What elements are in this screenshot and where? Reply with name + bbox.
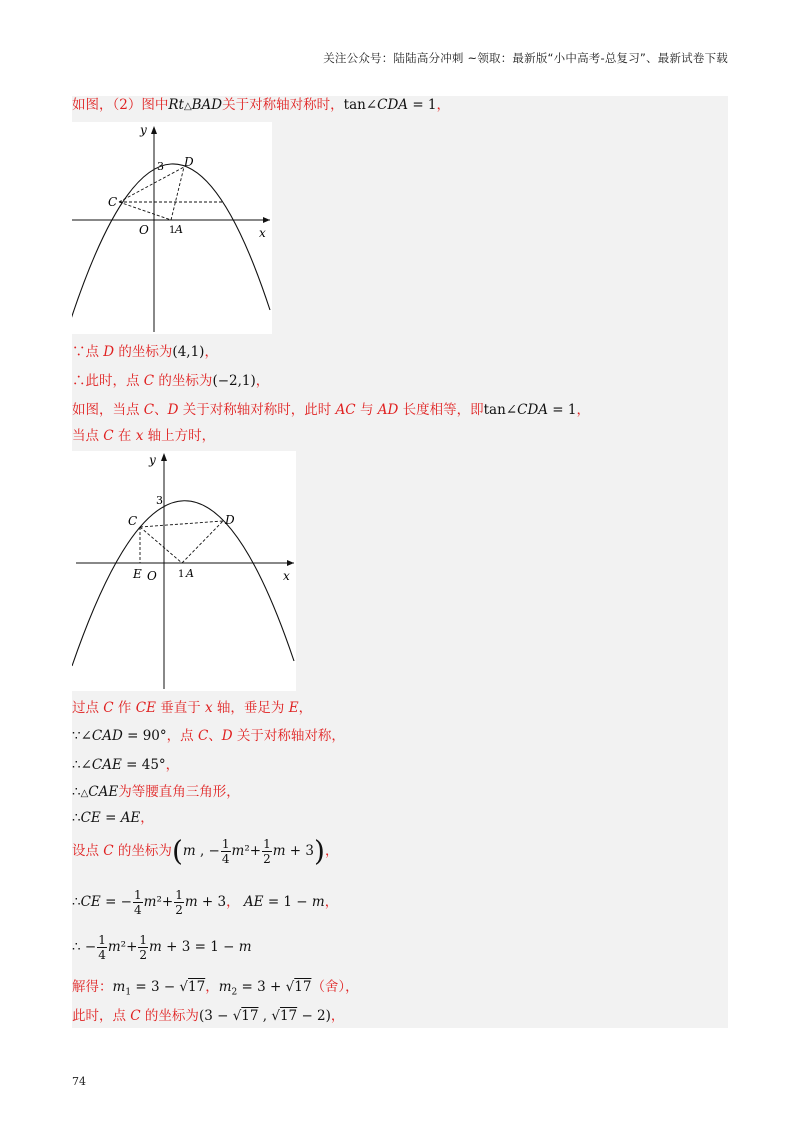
label-A: A: [186, 567, 194, 580]
solution-line-7: ∵∠CAD = 90°，点 C、D 关于对称轴对称，: [72, 728, 345, 744]
label-D: D: [225, 513, 235, 527]
solution-line-15: 此时，点 C 的坐标为(3 − √17 , √17 − 2)，: [72, 1008, 345, 1024]
parabola-curve: [72, 164, 270, 322]
solution-line-9: ∴△CAE为等腰直角三角形，: [72, 784, 240, 800]
solution-line-8: ∴∠CAE = 45°，: [72, 757, 180, 773]
label-D: D: [184, 155, 194, 169]
label-C: C: [108, 195, 118, 209]
label-x: x: [259, 226, 266, 240]
label-E: E: [133, 567, 142, 581]
label-one: 1: [178, 569, 185, 580]
label-O: O: [147, 569, 157, 583]
solution-line-6: 过点 C 作 CE 垂直于 x 轴，垂足为 E，: [72, 700, 313, 716]
label-x: x: [283, 569, 290, 583]
solution-line-12: ∴CE = − $\frac{1}{4}$ m²+ $\frac{1}{2}$ m + 3， AE = 1 − m，: [72, 888, 339, 917]
parabola-figure-1: [72, 122, 272, 334]
page-header: 关注公众号：陆陆高分冲刺 ~领取：最新版“小中高考-总复习”、最新试卷下载: [323, 51, 728, 65]
solution-line-2: ∵点 D 的坐标为(4,1)，: [72, 344, 218, 360]
solution-line-10: ∴CE = AE，: [72, 810, 154, 826]
solution-line-5: 当点 C 在 x 轴上方时，: [72, 428, 216, 444]
label-three: 3: [157, 160, 164, 173]
solution-line-3: ∴此时，点 C 的坐标为(−2,1)，: [72, 373, 270, 389]
solution-line-13: ∴ − $\frac{1}{4}$ m²+ $\frac{1}{2}$ m + 3 = 1 − m: [72, 933, 252, 962]
label-y: y: [140, 123, 147, 137]
solution-line-1: 如图，（2）图中Rt△BAD关于对称轴对称时，tan∠CDA = 1，: [72, 97, 451, 113]
solution-line-4: 如图，当点 C、D 关于对称轴对称时，此时 AC 与 AD 长度相等，即tan∠CDA = 1，: [72, 402, 590, 418]
label-three: 3: [156, 494, 163, 507]
solution-line-11: 设点 C 的坐标为(m , − $\frac{1}{4}$ m²+ $\frac{1}{2}$ m + 3)，: [72, 834, 339, 868]
label-C: C: [128, 514, 138, 528]
label-A: A: [175, 223, 183, 236]
parabola-curve: [72, 501, 294, 666]
label-y: y: [149, 453, 156, 467]
label-O: O: [139, 223, 149, 237]
solution-line-14: 解得：$m_1 = 3 - √17$，$m_2 = 3 + √17$（舍），: [72, 979, 359, 998]
page-number: 74: [72, 1075, 86, 1088]
parabola-figure-2: [72, 451, 296, 691]
label-one: 1: [169, 225, 176, 236]
